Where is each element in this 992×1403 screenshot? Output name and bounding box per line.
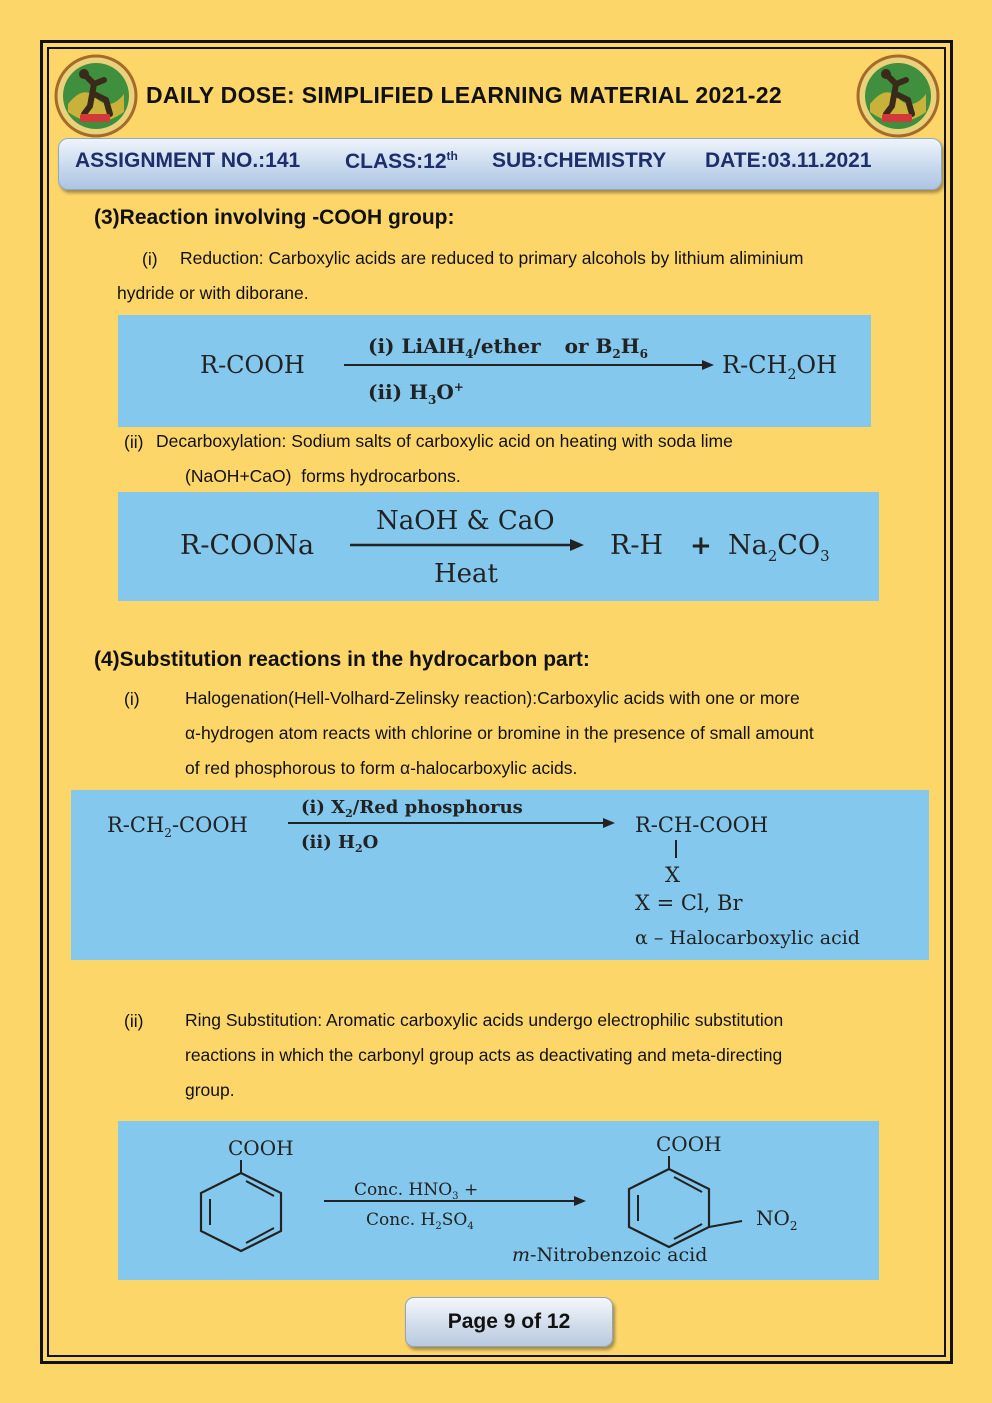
paragraph-line: hydride or with diborane. [117,283,309,303]
assignment-info-bar [58,138,942,190]
reagent-bottom: Conc. $H_2SO_4$ [366,1210,474,1232]
reagent-bottom: Heat [434,559,499,589]
reaction-nitration [118,1121,879,1280]
paragraph-line: (NaOH+CaO) forms hydrocarbons. [185,466,461,486]
benzene-ring-icon [629,1169,709,1247]
reactant: R-COOH [200,351,305,379]
paragraph-line: reactions in which the carbonyl group acts as deactivating and meta-directing [185,1045,783,1065]
reagent-top: (i) LiAlH$_4$/ether or $B_2H_6$ [368,334,648,361]
school-logo-icon [856,54,940,138]
reagent-top: (i) $X_2$/Red phosphorus [301,797,523,820]
substituent-note: X = Cl, Br [635,891,743,915]
reagent-top: NaOH & CaO [376,506,555,536]
arrow-head-icon [574,1196,586,1206]
item-number: (ii) [124,432,144,452]
section-3-title: (3)Reaction involving -COOH group: [94,206,455,229]
reagent-top: Conc. $HNO_3$ + [354,1180,479,1202]
assignment-number: ASSIGNMENT NO.:141 [75,149,301,172]
benzene-ring-icon [201,1173,281,1251]
item-number: (i) [124,689,140,709]
paragraph-line: Reduction: Carboxylic acids are reduced to primary alcohols by lithium aliminium [180,248,804,268]
paragraph-line: α-hydrogen atom reacts with chlorine or bromine in the presence of small amount [185,723,814,743]
arrow-head-icon [603,818,615,828]
product-2: $Na_2CO_3$ [728,530,830,565]
reaction-hvz [71,790,929,960]
date-label: DATE:03.11.2021 [705,149,872,172]
item-number: (ii) [124,1011,144,1031]
bond-line [709,1221,742,1227]
reagent-bottom: (ii) $H_3O^+$ [368,380,464,407]
product: $R-CH_2OH$ [722,351,838,383]
subject-label: SUB:CHEMISTRY [492,149,667,172]
paragraph-line: group. [185,1080,235,1100]
product: R-CH-COOH [635,813,769,837]
reaction-reduction [118,315,871,427]
page-title: DAILY DOSE: SIMPLIFIED LEARNING MATERIAL 2021-22 [146,82,782,108]
product-substituent: $NO_2$ [756,1206,798,1233]
item-number: (i) [142,249,158,269]
class-label: CLASS:12th [345,149,458,173]
paragraph-line: of red phosphorous to form α-halocarboxylic acids. [185,758,578,778]
arrow-head-icon [570,539,584,551]
paragraph-line: Decarboxylation: Sodium salts of carboxylic acid on heating with soda lime [156,431,733,451]
product-group: COOH [656,1132,722,1156]
product-name: α – Halocarboxylic acid [635,927,860,949]
reactant: R-COONa [180,530,315,561]
paragraph-line: Halogenation(Hell-Volhard-Zelinsky reaction):Carboxylic acids with one or more [185,688,800,708]
plus-sign: + [690,531,712,561]
page-number: Page 9 of 12 [405,1297,613,1347]
product-1: R-H [610,530,663,561]
paragraph-line: Ring Substitution: Aromatic carboxylic acids undergo electrophilic substitution [185,1010,784,1030]
reaction-decarboxylation [118,492,879,601]
reagent-bottom: (ii) $H_2O$ [301,832,379,855]
arrow-head-icon [702,360,714,370]
reactant: $R-CH_2$-COOH [107,813,248,840]
substituent-atom: X [665,863,680,887]
product-name: m-Nitrobenzoic acid [512,1244,708,1266]
school-logo-icon [54,54,138,138]
section-4-title: (4)Substitution reactions in the hydrocarbon part: [94,648,590,671]
reactant-group: COOH [228,1136,294,1160]
